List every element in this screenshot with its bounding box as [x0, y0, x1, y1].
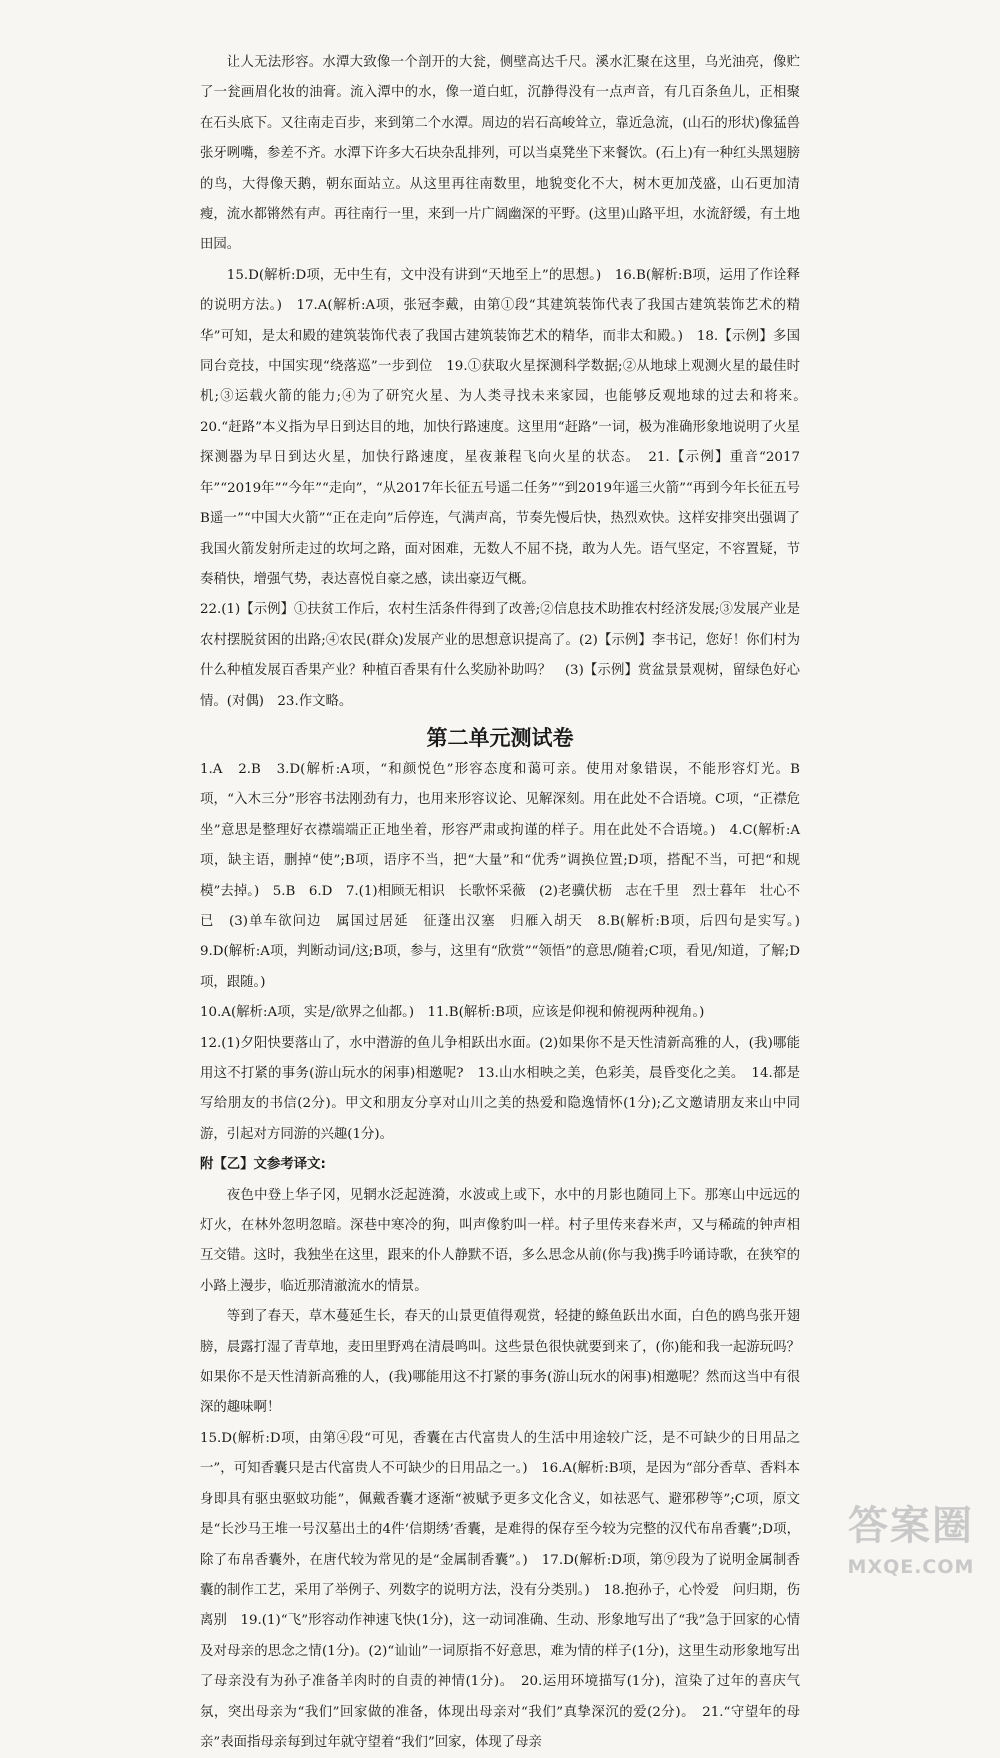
answers-12-14: 12.(1)夕阳快要落山了，水中潜游的鱼儿争相跃出水面。(2)如果你不是天性清新高雅的人，(我)哪能用这不打紧的事务(游山玩水的闲事)相邀呢? 13.山水相映之美，色彩美，晨昏变化之美。 14.都是写给朋友的书信(2分)。甲文和朋友分享对山川之美的热爱和隐逸情怀(1分);乙文邀请朋友来山中同游，引起对方同游的兴趣(1分)。 — [200, 1035, 800, 1142]
translation-continuation: 让人无法形容。水潭大致像一个剖开的大瓮，侧壁高达千尺。溪水汇聚在这里，乌光油亮，像贮了一瓮画眉化妆的油膏。流入潭中的水，像一道白虹，沉静得没有一点声音，有几百条鱼儿，正相聚在石头底下。又往南走百步，来到第二个水潭。周边的岩石高峻耸立，靠近急流，(山石的形状)像猛兽张牙咧嘴，参差不齐。水潭下许多大石块杂乱排列，可以当桌凳坐下来餐饮。(石上)有一种红头黑翅膀的鸟，大得像天鹅，朝东面站立。从这里再往南数里，地貌变化不大，树木更加茂盛，山石更加清瘦，流水都锵然有声。再往南行一里，来到一片广阔幽深的平野。(这里)山路平坦，水流舒缓，有土地田园。 — [200, 55, 800, 253]
watermark-logo — [836, 1498, 986, 1590]
watermark-url: MXQE.COM — [847, 1556, 975, 1578]
section-title: 第二单元测试卷 — [426, 725, 574, 750]
answer-column — [200, 48, 814, 1758]
answers-22-23: 22.(1)【示例】①扶贫工作后，农村生活条件得到了改善;②信息技术助推农村经济发展;③发展产业是农村摆脱贫困的出路;④农民(群众)发展产业的思想意识提高了。(2)【示例】李书记，您好！你们村为什么种植发展百香果产业？种植百香果有什么奖励补助吗？ (3)【示例】赏盆景景观树，留绿色好心情。(对偶) 23.作文略。 — [200, 602, 800, 709]
translation-paragraph: 夜色中登上华子冈，见辋水泛起涟漪，水波或上或下，水中的月影也随同上下。那寒山中远远的灯火，在林外忽明忽暗。深巷中寒冷的狗，叫声像豹叫一样。村子里传来舂米声，又与稀疏的钟声相互交错。这时，我独坐在这里，跟来的仆人静默不语，多么思念从前(你与我)携手吟诵诗歌，在狭窄的小路上漫步，临近那清澈流水的情景。 — [200, 1187, 800, 1294]
watermark-mark: 答案圈 — [848, 1503, 974, 1549]
answers-10-11: 10.A(解析:A项，实是/欲界之仙都。) 11.B(解析:B项，应该是仰视和俯视两种视角。) — [200, 1005, 705, 1021]
answers-1-9: 1.A 2.B 3.D(解析:A项，“和颜悦色”形容态度和蔼可亲。使用对象错误，不能形容灯光。B项，“入木三分”形容书法刚劲有力，也用来形容议论、见解深刻。用在此处不合语境。C项，“正襟危坐”意思是整理好衣襟端端正正地坐着，形容严肃或拘谨的样子。用在此处不合语境。) 4.C(解析:A项，缺主语，删掉“使”;B项，语序不当，把“大量”和“优秀”调换位置;D项，搭配不当，可把“和规模”去掉。) 5.B 6.D 7.(1)相顾无相识 长歌怀采薇 (2)老骥伏枥 志在千里 烈士暮年 壮心不已 (3)单车欲问边 属国过居延 征蓬出汉塞 归雁入胡天 8.B(解析:B项，后四句是实写。) 9.D(解析:A项，判断动词/这;B项，参与，这里有“欣赏”“领悟”的意思/随着;C项，看见/知道，了解;D项，跟随。) — [200, 761, 814, 990]
answers-15-21-second: 15.D(解析:D项，由第④段“可见，香囊在古代富贵人的生活中用途较广泛，是不可缺少的日用品之一”，可知香囊只是古代富贵人不可缺少的日用品之一。) 16.A(解析:B项，是因为“部分香草、香料本身即具有驱虫驱蚊功能”，佩戴香囊才逐渐“被赋予更多文化含义，如祛恶气、避邪秽等”;C项，原文是“长沙马王堆一号汉墓出土的4件‘信期绣’香囊，是难得的保存至今较为完整的汉代布帛香囊”;D项，除了布帛香囊外，在唐代较为常见的是“金属制香囊”。) 17.D(解析:D项，第⑨段为了说明金属制香囊的制作工艺，采用了举例子、列数字的说明方法，没有分类别。) 18.抱孙子，心怜爱 问归期，伤离别 19.(1)“飞”形容动作神速飞快(1分)，这一动词准确、生动、形象地写出了“我”急于回家的心情及对母亲的思念之情(1分)。(2)“讪讪”一词原指不好意思，难为情的样子(1分)，这里生动形象地写出了母亲没有为孙子准备羊肉时的自责的神情(1分)。 20.运用环境描写(1分)，渲染了过年的喜庆气氛，突出母亲为“我们”回家做的准备，体现出母亲对“我们”真挚深沉的爱(2分)。 21.“守望年的母亲”表面指母亲每到过年就守望着“我们”回家，体现了母亲 — [200, 1430, 800, 1750]
attach-label: 附【乙】文参考译文: — [200, 1157, 326, 1173]
translation-paragraph: 等到了春天，草木蔓延生长，春天的山景更值得观赏，轻捷的鲦鱼跃出水面，白色的鸥鸟张开翅膀，晨露打湿了青草地，麦田里野鸡在清晨鸣叫。这些景色很快就要到来了，(你)能和我一起游玩吗？如果你不是天性清新高雅的人，(我)哪能用这不打紧的事务(游山玩水的闲事)相邀呢？然而这当中有很深的趣味啊！ — [200, 1309, 800, 1416]
answers-15-21: 15.D(解析:D项，无中生有，文中没有讲到“天地至上”的思想。) 16.B(解析:B项，运用了作诠释的说明方法。) 17.A(解析:A项，张冠李戴，由第①段“其建筑装饰代表了我国古建筑装饰艺术的精华”可知，是太和殿的建筑装饰代表了我国古建筑装饰艺术的精华，而非太和殿。) 18.【示例】多国同台竞技，中国实现“绕落巡”一步到位 19.①获取火星探测科学数据;②从地球上观测火星的最佳时机;③运载火箭的能力;④为了研究火星、为人类寻找未来家园，也能够反观地球的过去和将来。 20.“赶路”本义指为早日到达目的地，加快行路速度。这里用“赶路”一词，极为准确形象地说明了火星探测器为早日到达火星，加快行路速度，星夜兼程飞向火星的状态。 21.【示例】重音“2017年”“2019年”“今年”“走向”，“从2017年长征五号遥二任务”“到2019年遥三火箭”“再到今年长征五号B遥一”“中国大火箭”“正在走向”后停连，气满声高，节奏先慢后快，热烈欢快。这样安排突出强调了我国火箭发射所走过的坎坷之路，面对困难，无数人不屈不挠，敢为人先。语气坚定，不容置疑，节奏稍快，增强气势，表达喜悦自豪之感，读出豪迈气概。 — [200, 267, 814, 587]
